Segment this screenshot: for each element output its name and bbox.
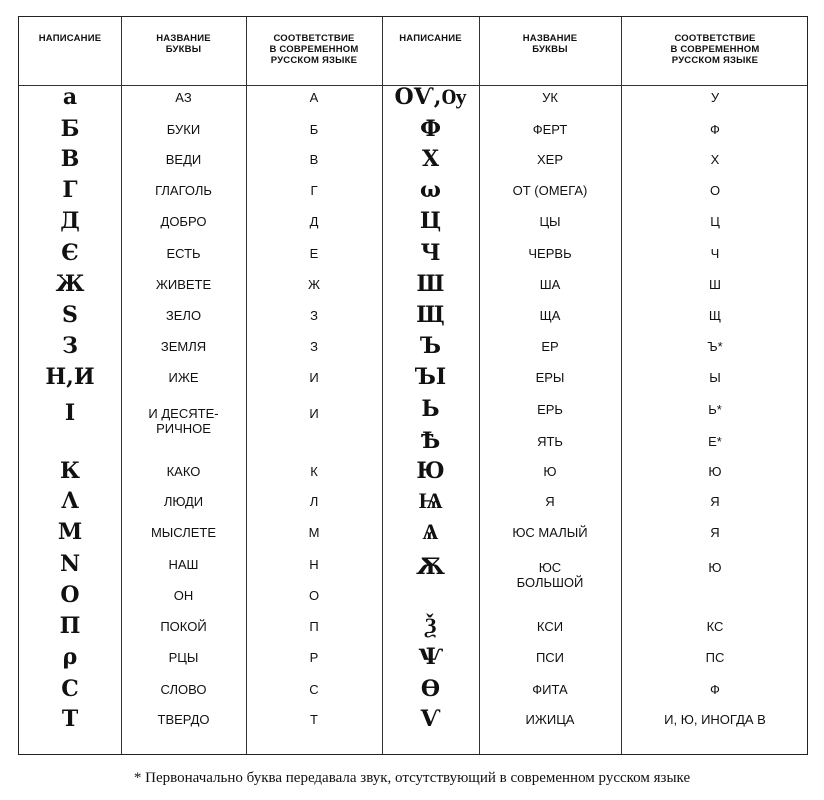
old-letter-glyph: Ѣ — [420, 428, 441, 454]
old-letter-glyph: Б — [60, 116, 80, 142]
modern-equivalent: М — [308, 524, 320, 540]
letter-name: ЯТЬ — [537, 433, 563, 449]
letter-name: ЩА — [539, 307, 561, 323]
modern-equivalent: З — [310, 338, 318, 354]
letter-name: ЗЕЛО — [165, 307, 202, 323]
modern-equivalent: ПС — [705, 649, 725, 665]
letter-name: Ю — [543, 463, 557, 479]
modern-equivalent: Б — [309, 121, 319, 137]
footnote: * Первоначально буква передавала звук, отсутствующий в современном русском языке — [133, 770, 691, 786]
old-letter-glyph: ω — [420, 177, 441, 203]
letter-name: ПСИ — [535, 649, 565, 665]
old-letter-glyph: Д — [60, 208, 80, 234]
letter-name: ФИТА — [532, 681, 568, 697]
column-header: СООТВЕТСТВИЕ В СОВРЕМЕННОМ РУССКОМ ЯЗЫКЕ — [670, 33, 760, 66]
modern-equivalent: Ф — [710, 121, 720, 137]
modern-equivalent: Ж — [307, 276, 320, 292]
letter-name: АЗ — [175, 89, 192, 105]
letter-name: ЗЕМЛЯ — [160, 338, 207, 354]
letter-name: КСИ — [536, 618, 564, 634]
column-header: НАПИСАНИЕ — [38, 33, 102, 44]
letter-name: УК — [542, 89, 558, 105]
old-letter-glyph: Ъ — [419, 333, 442, 359]
old-letter-glyph: Ц — [419, 208, 442, 234]
modern-equivalent: Д — [309, 213, 319, 229]
letter-name: ОН — [173, 587, 194, 603]
letter-name: ХЕР — [536, 151, 563, 167]
letter-name: ПОКОЙ — [160, 618, 207, 634]
modern-equivalent: Ы — [709, 369, 721, 385]
letter-name: ЮС МАЛЫЙ — [512, 524, 588, 540]
old-letter-glyph: З — [62, 333, 78, 359]
letter-name: СЛОВО — [160, 681, 207, 697]
letter-name: ОТ (ОМЕГА) — [512, 182, 588, 198]
modern-equivalent: Я — [710, 493, 720, 509]
old-letter-glyph: П — [59, 613, 81, 639]
letter-name: ИЖЕ — [168, 369, 199, 385]
old-letter-glyph: Т — [61, 706, 79, 732]
letter-name: ЦЫ — [539, 213, 561, 229]
modern-equivalent: Л — [309, 493, 319, 509]
old-letter-glyph: Ѩ — [418, 488, 443, 514]
old-letter-glyph: К — [59, 458, 80, 484]
modern-equivalent: И — [309, 405, 319, 421]
letter-name: БУКИ — [166, 121, 201, 137]
letter-name: ЕСТЬ — [166, 245, 201, 261]
modern-equivalent: Ю — [708, 463, 722, 479]
modern-equivalent: Х — [710, 151, 720, 167]
old-letter-glyph: Ь — [421, 396, 440, 422]
old-letter-glyph: О — [60, 582, 80, 608]
modern-equivalent: Н — [309, 556, 319, 572]
modern-equivalent: Я — [710, 524, 720, 540]
old-letter-glyph: Ѕ — [62, 302, 78, 328]
modern-equivalent: В — [309, 151, 319, 167]
modern-equivalent: О — [709, 182, 721, 198]
old-letter-glyph: Ѫ — [416, 554, 445, 580]
old-letter-glyph: ОѴ,Ѹ — [394, 84, 467, 110]
modern-equivalent: Р — [309, 649, 319, 665]
modern-equivalent: П — [309, 618, 319, 634]
letter-name: НАШ — [168, 556, 199, 572]
old-letter-glyph: С — [61, 676, 79, 702]
modern-equivalent: З — [310, 307, 318, 323]
old-letter-glyph: ЪІ — [414, 364, 447, 390]
old-letter-glyph: Є — [61, 240, 79, 266]
old-letter-glyph: Ѳ — [420, 676, 441, 702]
modern-equivalent: Т — [310, 711, 318, 727]
letter-name: ИЖИЦА — [525, 711, 575, 727]
old-letter-glyph: Ю — [416, 458, 445, 484]
letter-name: ВЕДИ — [165, 151, 202, 167]
old-letter-glyph: N — [59, 551, 81, 577]
modern-equivalent: Ч — [710, 245, 720, 261]
old-letter-glyph: В — [60, 146, 80, 172]
modern-equivalent: К — [310, 463, 318, 479]
modern-equivalent: Щ — [708, 307, 722, 323]
modern-equivalent: Ь* — [708, 401, 722, 417]
alphabet-table — [18, 16, 808, 755]
old-letter-glyph: Ч — [420, 240, 441, 266]
letter-name: ЕР — [541, 338, 559, 354]
old-letter-glyph: Х — [421, 146, 440, 172]
modern-equivalent: КС — [706, 618, 724, 634]
old-letter-glyph: Λ — [61, 488, 79, 514]
modern-equivalent: Ъ* — [707, 338, 723, 354]
letter-name: ЧЕРВЬ — [528, 245, 572, 261]
old-letter-glyph: а — [62, 84, 78, 110]
letter-name: Я — [545, 493, 555, 509]
modern-equivalent: Ш — [709, 276, 721, 292]
old-letter-glyph: Н,И — [45, 364, 95, 390]
column-header: НАЗВАНИЕ БУКВЫ — [156, 33, 211, 55]
old-letter-glyph: Ѱ — [418, 644, 443, 670]
old-letter-glyph: Ѵ — [420, 706, 441, 732]
letter-name: ГЛАГОЛЬ — [155, 182, 212, 198]
modern-equivalent: Г — [310, 182, 318, 198]
letter-name: ЖИВЕТЕ — [155, 276, 212, 292]
old-letter-glyph: Ф — [420, 116, 441, 142]
modern-equivalent: А — [309, 89, 319, 105]
modern-equivalent: Ц — [710, 213, 720, 229]
old-letter-glyph: Ѯ — [424, 613, 437, 639]
old-letter-glyph: М — [57, 519, 83, 545]
letter-name: И ДЕСЯТЕ- РИЧНОЕ — [148, 406, 219, 436]
modern-equivalent: Е* — [708, 433, 722, 449]
modern-equivalent: С — [309, 681, 319, 697]
modern-equivalent: И, Ю, ИНОГДА В — [664, 711, 766, 727]
modern-equivalent: Ю — [708, 559, 722, 575]
letter-name: КАКО — [166, 463, 201, 479]
letter-name: ЛЮДИ — [163, 493, 204, 509]
letter-name: РЦЫ — [168, 649, 199, 665]
letter-name: ША — [539, 276, 561, 292]
letter-name: ЕРЬ — [537, 401, 563, 417]
letter-name: ЕРЫ — [535, 369, 565, 385]
old-letter-glyph: ρ — [62, 644, 78, 670]
old-letter-glyph: І — [64, 400, 76, 426]
column-header: НАПИСАНИЕ — [399, 33, 462, 44]
modern-equivalent: Е — [309, 245, 319, 261]
old-letter-glyph: Щ — [416, 302, 445, 328]
old-letter-glyph: Г — [62, 177, 78, 203]
letter-name: ЮС БОЛЬШОЙ — [516, 560, 584, 590]
letter-name: ТВЕРДО — [157, 711, 210, 727]
letter-name: ФЕРТ — [532, 121, 568, 137]
column-header: НАЗВАНИЕ БУКВЫ — [522, 33, 578, 55]
old-letter-glyph: Ш — [416, 271, 445, 297]
column-header: СООТВЕТСТВИЕ В СОВРЕМЕННОМ РУССКОМ ЯЗЫКЕ — [269, 33, 359, 66]
old-letter-glyph: Ж — [55, 271, 85, 297]
modern-equivalent: И — [309, 369, 319, 385]
letter-name: ДОБРО — [160, 213, 207, 229]
modern-equivalent: Ф — [710, 681, 720, 697]
modern-equivalent: У — [710, 89, 720, 105]
old-letter-glyph: Ѧ — [422, 519, 439, 545]
letter-name: МЫСЛЕТЕ — [150, 524, 217, 540]
modern-equivalent: О — [308, 587, 320, 603]
